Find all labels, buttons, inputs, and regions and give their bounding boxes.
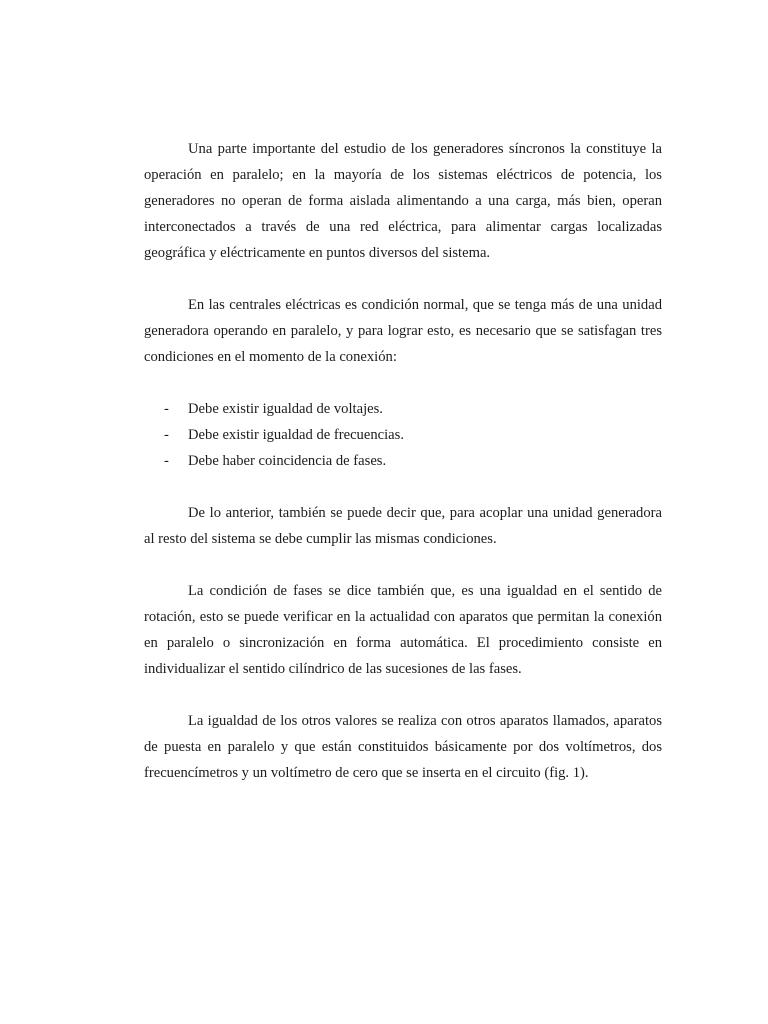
list-item (144, 422, 662, 448)
paragraph-phase-condition: La condición de fases se dice también que, es una igualdad en el sentido de rotación, esto se puede verificar en la actualidad con aparatos que permitan la conexión en paralelo o sincronización en forma automática. El procedimiento consiste en individualizar el sentido cilíndrico de las sucesiones de las fases. (144, 583, 662, 677)
paragraph-intro: Una parte importante del estudio de los generadores síncronos la constituye la operación en paralelo; en la mayoría de los sistemas eléctricos de potencia, los generadores no operan de forma aislada alimentando a una carga, más bien, operan interconectados a través de una red eléctrica, para alimentar cargas localizadas geográfica y eléctricamente en puntos diversos del sistema. (144, 141, 662, 261)
bullet-marker: - (164, 453, 169, 469)
condition-voltages: Debe existir igualdad de voltajes. (188, 401, 383, 417)
condition-frequencies: Debe existir igualdad de frecuencias. (188, 427, 404, 443)
bullet-marker: - (164, 401, 169, 417)
paragraph-conditions: En las centrales eléctricas es condición normal, que se tenga más de una unidad generadora operando en paralelo, y para lograr esto, es necesario que se satisfagan tres condiciones en el momento de la conexión: (144, 297, 662, 365)
paragraph-apparatus: La igualdad de los otros valores se realiza con otros aparatos llamados, aparatos de puesta en paralelo y que están constituidos básicamente por dos voltímetros, dos frecuencímetros y un voltímetro de cero que se inserta en el circuito (fig. 1). (144, 713, 662, 781)
list-item (144, 396, 662, 422)
document-page (144, 136, 662, 812)
bullet-marker: - (164, 427, 169, 443)
conditions-list (144, 396, 662, 474)
list-item (144, 448, 662, 474)
condition-phases: Debe haber coincidencia de fases. (188, 453, 387, 469)
paragraph-coupling: De lo anterior, también se puede decir que, para acoplar una unidad generadora al resto del sistema se debe cumplir las mismas condiciones. (144, 505, 662, 547)
